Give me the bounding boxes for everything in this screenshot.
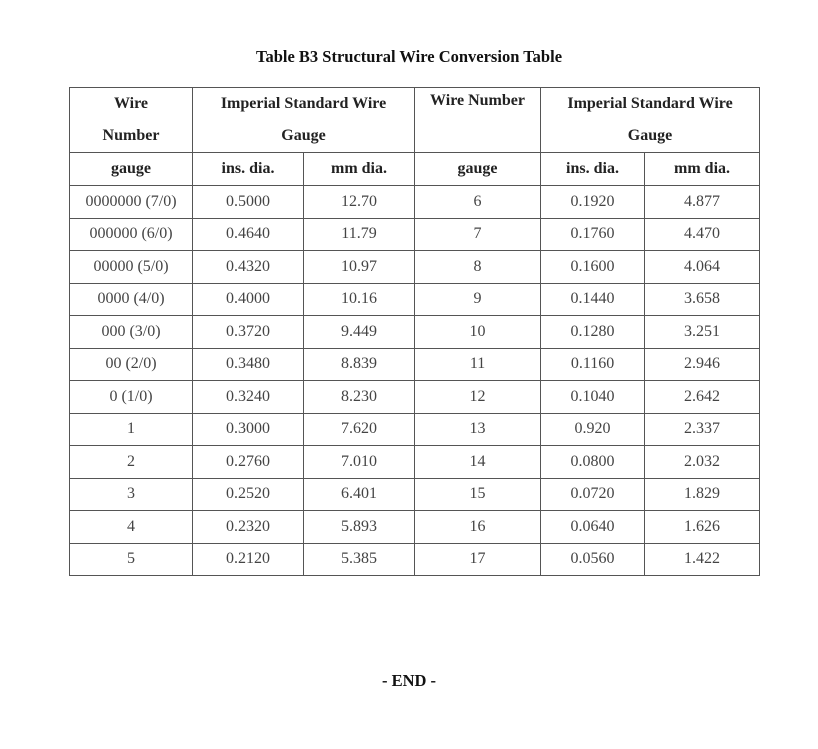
cell-gauge: 13 xyxy=(415,413,541,446)
cell-mm-dia: 8.230 xyxy=(304,381,415,414)
cell-ins-dia: 0.3480 xyxy=(193,348,304,381)
cell-ins-dia: 0.1280 xyxy=(541,316,645,349)
cell-gauge: 15 xyxy=(415,478,541,511)
table-row xyxy=(70,381,760,414)
header-row xyxy=(70,88,760,153)
table-row xyxy=(70,348,760,381)
cell-gauge: 0000 (4/0) xyxy=(70,283,193,316)
cell-ins-dia: 0.3720 xyxy=(193,316,304,349)
cell-gauge: 12 xyxy=(415,381,541,414)
cell-mm-dia: 12.70 xyxy=(304,186,415,219)
cell-ins-dia: 0.0560 xyxy=(541,543,645,576)
cell-mm-dia: 1.829 xyxy=(645,478,760,511)
header-imperial-line2: Gauge xyxy=(627,127,673,144)
subheader-ins-dia: ins. dia. xyxy=(541,153,645,186)
table-row xyxy=(70,186,760,219)
header-imperial-right xyxy=(541,88,760,153)
cell-gauge: 0 (1/0) xyxy=(70,381,193,414)
cell-mm-dia: 10.16 xyxy=(304,283,415,316)
cell-ins-dia: 0.1760 xyxy=(541,218,645,251)
cell-mm-dia: 5.893 xyxy=(304,511,415,544)
header-wire-line1: Wire xyxy=(113,95,149,112)
cell-mm-dia: 10.97 xyxy=(304,251,415,284)
cell-mm-dia: 7.010 xyxy=(304,446,415,479)
cell-gauge: 000000 (6/0) xyxy=(70,218,193,251)
table-row xyxy=(70,251,760,284)
table-row xyxy=(70,283,760,316)
subheader-row xyxy=(70,153,760,186)
cell-gauge: 10 xyxy=(415,316,541,349)
cell-gauge: 00 (2/0) xyxy=(70,348,193,381)
cell-ins-dia: 0.2760 xyxy=(193,446,304,479)
cell-mm-dia: 9.449 xyxy=(304,316,415,349)
cell-gauge: 3 xyxy=(70,478,193,511)
cell-ins-dia: 0.4320 xyxy=(193,251,304,284)
table-row xyxy=(70,543,760,576)
cell-ins-dia: 0.2120 xyxy=(193,543,304,576)
cell-mm-dia: 6.401 xyxy=(304,478,415,511)
table-row xyxy=(70,413,760,446)
cell-ins-dia: 0.0800 xyxy=(541,446,645,479)
cell-gauge: 8 xyxy=(415,251,541,284)
cell-mm-dia: 2.337 xyxy=(645,413,760,446)
cell-ins-dia: 0.1600 xyxy=(541,251,645,284)
cell-ins-dia: 0.3000 xyxy=(193,413,304,446)
cell-ins-dia: 0.0720 xyxy=(541,478,645,511)
subheader-mm-dia: mm dia. xyxy=(645,153,760,186)
cell-gauge: 7 xyxy=(415,218,541,251)
cell-gauge: 1 xyxy=(70,413,193,446)
cell-mm-dia: 8.839 xyxy=(304,348,415,381)
end-marker: - END - xyxy=(381,671,437,690)
cell-ins-dia: 0.920 xyxy=(541,413,645,446)
subheader-gauge: gauge xyxy=(415,153,541,186)
cell-ins-dia: 0.3240 xyxy=(193,381,304,414)
cell-gauge: 6 xyxy=(415,186,541,219)
cell-gauge: 17 xyxy=(415,543,541,576)
cell-gauge: 11 xyxy=(415,348,541,381)
cell-gauge: 2 xyxy=(70,446,193,479)
cell-mm-dia: 3.658 xyxy=(645,283,760,316)
header-imperial-left xyxy=(193,88,415,153)
cell-gauge: 16 xyxy=(415,511,541,544)
cell-gauge: 0000000 (7/0) xyxy=(70,186,193,219)
cell-ins-dia: 0.1160 xyxy=(541,348,645,381)
cell-gauge: 14 xyxy=(415,446,541,479)
cell-mm-dia: 4.877 xyxy=(645,186,760,219)
cell-mm-dia: 2.642 xyxy=(645,381,760,414)
cell-mm-dia: 4.064 xyxy=(645,251,760,284)
cell-mm-dia: 7.620 xyxy=(304,413,415,446)
subheader-ins-dia: ins. dia. xyxy=(193,153,304,186)
cell-mm-dia: 2.946 xyxy=(645,348,760,381)
header-wire-number-right xyxy=(415,88,541,153)
table-title: Table B3 Structural Wire Conversion Table xyxy=(255,47,563,66)
cell-ins-dia: 0.1440 xyxy=(541,283,645,316)
header-wire-line2: Number xyxy=(102,127,160,144)
header-imperial-line1: Imperial Standard Wire xyxy=(567,95,733,112)
header-imperial-line1: Imperial Standard Wire xyxy=(220,95,387,112)
cell-mm-dia: 5.385 xyxy=(304,543,415,576)
cell-mm-dia: 2.032 xyxy=(645,446,760,479)
cell-ins-dia: 0.2520 xyxy=(193,478,304,511)
cell-mm-dia: 4.470 xyxy=(645,218,760,251)
table-row xyxy=(70,446,760,479)
cell-gauge: 4 xyxy=(70,511,193,544)
subheader-mm-dia: mm dia. xyxy=(304,153,415,186)
cell-gauge: 9 xyxy=(415,283,541,316)
cell-ins-dia: 0.2320 xyxy=(193,511,304,544)
cell-gauge: 5 xyxy=(70,543,193,576)
cell-ins-dia: 0.1040 xyxy=(541,381,645,414)
cell-ins-dia: 0.0640 xyxy=(541,511,645,544)
cell-ins-dia: 0.5000 xyxy=(193,186,304,219)
table-row xyxy=(70,316,760,349)
cell-mm-dia: 11.79 xyxy=(304,218,415,251)
cell-ins-dia: 0.4000 xyxy=(193,283,304,316)
cell-ins-dia: 0.4640 xyxy=(193,218,304,251)
cell-ins-dia: 0.1920 xyxy=(541,186,645,219)
cell-gauge: 000 (3/0) xyxy=(70,316,193,349)
table-row xyxy=(70,218,760,251)
table-row xyxy=(70,511,760,544)
subheader-gauge: gauge xyxy=(70,153,193,186)
header-wire-number: Wire Number xyxy=(430,92,525,109)
wire-conversion-table xyxy=(69,87,760,576)
table-row xyxy=(70,478,760,511)
cell-gauge: 00000 (5/0) xyxy=(70,251,193,284)
table-body xyxy=(70,186,760,576)
header-imperial-line2: Gauge xyxy=(281,127,326,144)
cell-mm-dia: 1.626 xyxy=(645,511,760,544)
cell-mm-dia: 3.251 xyxy=(645,316,760,349)
cell-mm-dia: 1.422 xyxy=(645,543,760,576)
header-wire-number-left xyxy=(70,88,193,153)
